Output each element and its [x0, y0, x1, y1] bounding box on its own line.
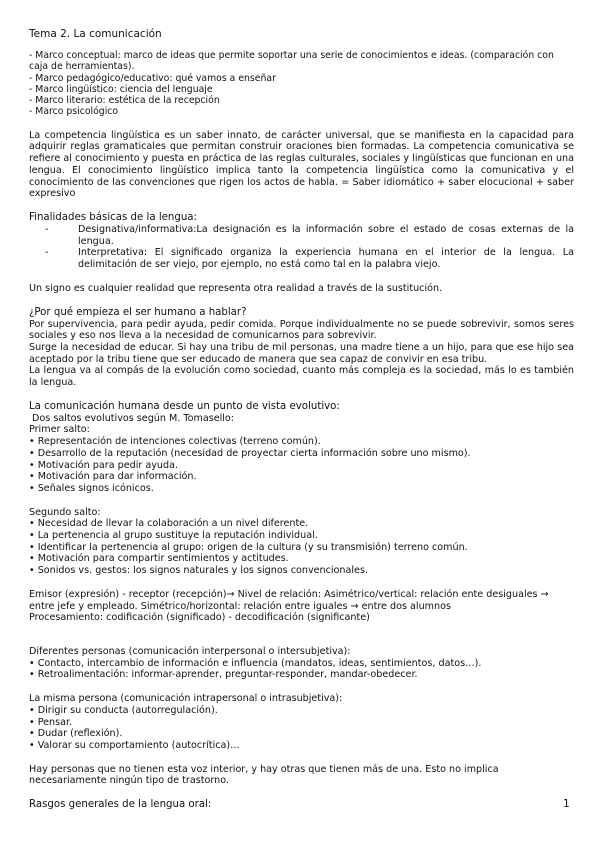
marcos-list: [29, 50, 574, 118]
list-item: • Contacto, intercambio de información e influencia (mandatos, ideas, sentimientos, datos…).: [29, 657, 482, 669]
por-que-heading: ¿Por qué empieza el ser humano a hablar?: [29, 306, 247, 318]
evolutivo-subheading: Dos saltos evolutivos según M. Tomasello:: [29, 412, 235, 424]
list-item: - Marco literario: estética de la recepción: [29, 95, 220, 107]
list-item: - Marco conceptual: marco de ideas que permite soportar una serie de conocimientos e ideas. (comparación con caja de herramientas).: [29, 50, 554, 73]
signo-paragraph: Un signo es cualquier realidad que representa otra realidad a través de la sustitución.: [29, 282, 443, 294]
list-item: - Designativa/informativa:La designación es la información sobre el estado de cosas externas de la lengua.: [65, 224, 574, 247]
document-title: Tema 2. La comunicación: [29, 28, 162, 40]
list-item: • Necesidad de llevar la colaboración a un nivel diferente.: [29, 518, 309, 530]
list-item: • Señales signos icónicos.: [29, 482, 154, 494]
paragraph: Por supervivencia, para pedir ayuda, pedir comida. Porque individualmente no se puede sobrevivir, somos seres sociales y eso nos lleva a la necesidad de comunicarnos para sobrevivir.: [29, 318, 574, 342]
voz-interior-paragraph: Hay personas que no tienen esta voz interior, y hay otras que tienen más de una. Esto no implica necesariamente ningún tipo de trastorno.: [29, 763, 499, 787]
diferentes-heading: Diferentes personas (comunicación interpersonal o intersubjetiva):: [29, 645, 351, 657]
finalidades-heading: Finalidades básicas de la lengua:: [29, 212, 197, 223]
list-item: • Dudar (reflexión).: [29, 728, 123, 740]
evolutivo-heading: La comunicación humana desde un punto de vista evolutivo:: [29, 400, 340, 412]
procesamiento-paragraph: Procesamiento: codificación (significado) - decodificación (significante): [29, 612, 370, 624]
list-item: • Identificar la pertenencia al grupo: origen de la cultura (y su transmisión) terreno común.: [29, 541, 468, 553]
list-item: • Pensar.: [29, 716, 73, 728]
list-item: • Valorar su comportamiento (autocrítica)…: [29, 739, 240, 751]
segundo-salto-list: [29, 518, 574, 577]
list-item: - Marco psicológico: [29, 106, 119, 118]
list-item: • Desarrollo de la reputación (necesidad de proyectar cierta información sobre uno mismo).: [29, 447, 471, 459]
primer-salto-label: Primer salto:: [29, 424, 90, 436]
competencia-paragraph: La competencia lingüística es un saber innato, de carácter universal, que se manifiesta en la capacidad para adquirir reglas gramaticales que permitan construir oraciones bien formadas. La competencia comunicativa se refiere al conocimiento y puesta en práctica de las reglas culturales, sociales y lingüísticas que funcionan en una lengua. El conocimiento lingüístico implica tanto la competencia lingüística como la comunicativa y el conocimiento de las convenciones que rigen los actos de habla. = Saber idiomático + saber elocucional + saber expresivo: [29, 129, 574, 200]
list-item: • Motivación para compartir sentimientos y actitudes.: [29, 553, 289, 565]
list-item: • Motivación para pedir ayuda.: [29, 459, 179, 471]
list-item: • Dirigir su conducta (autorregulación).: [29, 704, 218, 716]
page-number: 1: [563, 798, 570, 810]
list-item: - Marco lingüístico: ciencia del lenguaje: [29, 83, 213, 95]
list-item: - Marco pedagógico/educativo: qué vamos a enseñar: [29, 72, 276, 84]
list-item: • Sonidos vs. gestos: los signos naturales y los signos convencionales.: [29, 565, 369, 577]
list-item: - Interpretativa: El significado organiza la experiencia humana en el interior de la lengua. La delimitación de ser viejo, por ejemplo, no está como tal en la palabra viejo.: [65, 247, 574, 270]
list-item: • Representación de intenciones colectivas (terreno común).: [29, 436, 321, 448]
finalidades-list: [29, 224, 574, 271]
primer-salto-list: [29, 436, 574, 495]
paragraph: Surge la necesidad de educar. Si hay una tribu de mil personas, una madre tiene a un hijo, para que ese hijo sea aceptado por la tribu tiene que ser educado de manera que sea capaz de convivir en esa tribu.: [29, 341, 574, 365]
list-item: • La pertenencia al grupo sustituye la reputación individual.: [29, 530, 318, 542]
list-item: • Retroalimentación: informar-aprender, preguntar-responder, mandar-obedecer.: [29, 669, 418, 681]
segundo-salto-label: Segundo salto:: [29, 506, 101, 518]
document-page: [29, 28, 574, 811]
misma-heading: La misma persona (comunicación intrapersonal o intrasubjetiva):: [29, 693, 343, 705]
diferentes-list: [29, 658, 574, 681]
rasgos-heading: Rasgos generales de la lengua oral:: [29, 799, 212, 811]
emisor-paragraph: Emisor (expresión) - receptor (recepción)→ Nivel de relación: Asimétrico/vertical: relación ente desiguales → entre jefe y empleado. Simétrico/horizontal: relación entre iguales → entre dos alumnos: [29, 588, 549, 612]
list-item: • Motivación para dar información.: [29, 471, 197, 483]
paragraph: La lengua va al compás de la evolución como sociedad, cuanto más compleja es la sociedad, más lo es también la lengua.: [29, 365, 574, 389]
misma-list: [29, 705, 574, 752]
